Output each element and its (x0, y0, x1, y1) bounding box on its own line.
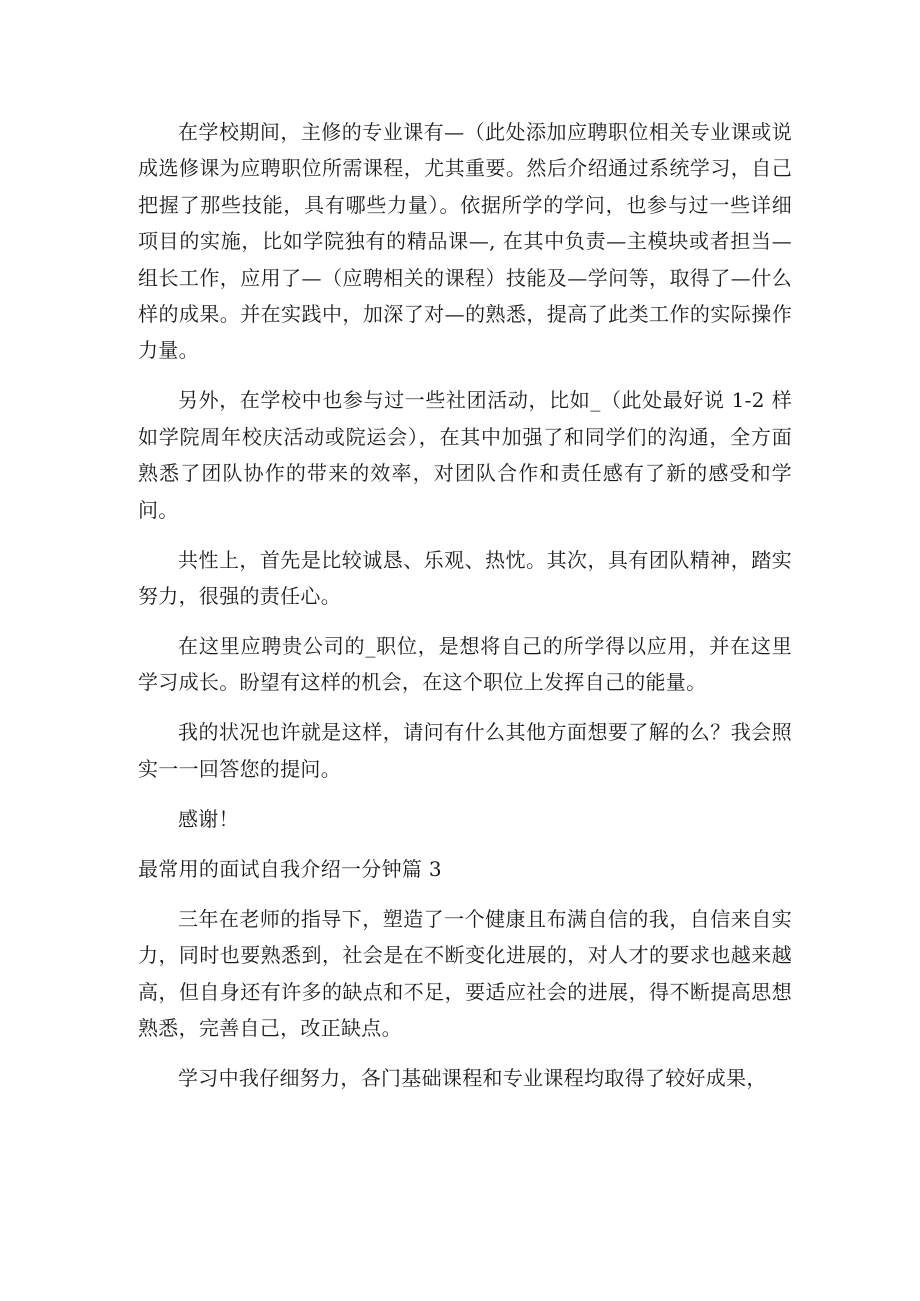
paragraph-thanks: 感谢！ (178, 806, 239, 831)
document-page (138, 114, 792, 1097)
paragraph-activities: 另外，在学校中也参与过一些社团活动，比如_（此处最好说 1-2 样如学院周年校庆活动或院运会），在其中加强了和同学们的沟通，全方面熟悉了团队协作的带来的效率，对团队合作和责任感有了新的感受和学问。 (138, 388, 792, 522)
paragraph-learning: 学习中我仔细努力，各门基础课程和专业课程均取得了较好成果， (178, 1066, 767, 1091)
paragraph-application: 在这里应聘贵公司的_职位，是想将自己的所学得以应用，并在这里学习成长。盼望有这样的机会，在这个职位上发挥自己的能量。 (138, 634, 792, 695)
paragraph-growth: 三年在老师的指导下，塑造了一个健康且布满自信的我，自信来自实力，同时也要熟悉到，社会是在不断变化进展的，对人才的要求也越来越高，但自身还有许多的缺点和不足，要适应社会的进展，得不断提高思想熟悉，完善自己，改正缺点。 (138, 906, 792, 1041)
paragraph-closing-question: 我的状况也许就是这样，请问有什么其他方面想要了解的么？我会照实一一回答您的提问。 (138, 720, 792, 781)
paragraph-study: 在学校期间，主修的专业课有—（此处添加应聘职位相关专业课或说成选修课为应聘职位所需课程，尤其重要。然后介绍通过系统学习，自己把握了那些技能，具有哪些力量）。依据所学的学问，也参与过一些详细项目的实施，比如学院独有的精品课—, 在其中负责—主模块或者担当—组长工作，应用了—（应聘相关的课程）技能及—学问等，取得了—什么样的成果。并在实践中，加深了对—的熟悉，提高了此类工作的实际操作力量。 (138, 120, 792, 363)
section-heading: 最常用的面试自我介绍一分钟篇 3 (138, 856, 442, 881)
paragraph-personality: 共性上，首先是比较诚恳、乐观、热忱。其次，具有团队精神，踏实努力，很强的责任心。 (138, 547, 792, 609)
